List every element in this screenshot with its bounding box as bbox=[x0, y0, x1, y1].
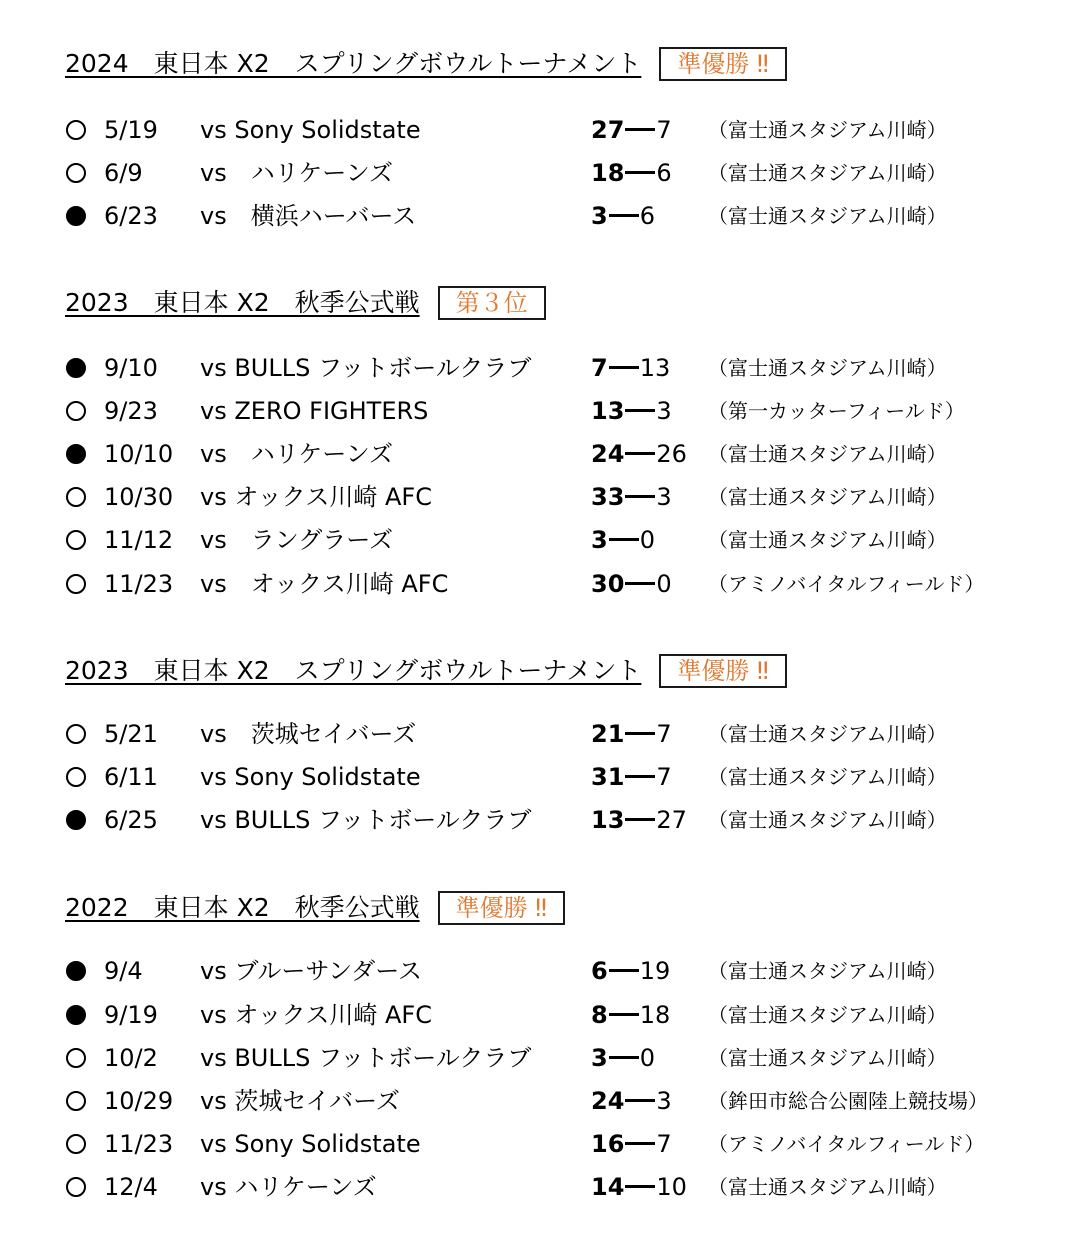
win-mark-icon bbox=[66, 530, 86, 550]
our-score: 30 bbox=[591, 570, 625, 598]
game-row bbox=[0, 153, 1065, 196]
section-header bbox=[65, 283, 546, 323]
score bbox=[591, 520, 655, 560]
score bbox=[591, 348, 670, 388]
opponent: vs オックス川崎 AFC bbox=[200, 570, 449, 598]
our-score: 27 bbox=[591, 116, 625, 144]
opponent: vs オックス川崎 AFC bbox=[200, 1001, 432, 1029]
their-score: 27 bbox=[656, 806, 687, 834]
score-dash bbox=[625, 818, 655, 821]
section-header bbox=[65, 888, 565, 928]
game-date: 6/25 bbox=[104, 806, 158, 834]
venue: （富士通スタジアム川崎） bbox=[708, 118, 947, 142]
score bbox=[591, 110, 672, 150]
venue: （富士通スタジアム川崎） bbox=[708, 485, 947, 509]
game-row bbox=[0, 477, 1065, 520]
win-mark-icon bbox=[66, 1134, 86, 1154]
game-row bbox=[0, 434, 1065, 477]
their-score: 10 bbox=[656, 1173, 687, 1201]
our-score: 7 bbox=[591, 354, 608, 382]
opponent: vs ラングラーズ bbox=[200, 526, 394, 554]
game-row bbox=[0, 110, 1065, 153]
opponent: vs Sony Solidstate bbox=[200, 763, 421, 791]
score bbox=[591, 995, 670, 1035]
venue: （富士通スタジアム川崎） bbox=[708, 442, 947, 466]
opponent: vs ハリケーンズ bbox=[200, 1173, 377, 1201]
score bbox=[591, 196, 655, 236]
venue: （鉾田市総合公園陸上競技場） bbox=[708, 1089, 988, 1113]
score-dash bbox=[625, 1099, 655, 1102]
score bbox=[591, 564, 672, 604]
opponent: vs BULLS フットボールクラブ bbox=[200, 806, 532, 834]
score-dash bbox=[625, 1185, 655, 1188]
game-row bbox=[0, 951, 1065, 994]
their-score: 0 bbox=[656, 570, 672, 598]
game-date: 6/23 bbox=[104, 202, 158, 230]
their-score: 0 bbox=[639, 1044, 655, 1072]
venue: （富士通スタジアム川崎） bbox=[708, 161, 947, 185]
score-dash bbox=[625, 171, 655, 174]
game-row bbox=[0, 1124, 1065, 1167]
our-score: 14 bbox=[591, 1173, 625, 1201]
our-score: 16 bbox=[591, 1130, 625, 1158]
opponent: vs 横浜ハーバース bbox=[200, 202, 417, 230]
section-header bbox=[65, 651, 787, 691]
venue: （アミノバイタルフィールド） bbox=[708, 572, 985, 596]
game-date: 10/10 bbox=[104, 440, 174, 468]
game-row bbox=[0, 714, 1065, 757]
venue: （富士通スタジアム川崎） bbox=[708, 765, 947, 789]
our-score: 21 bbox=[591, 720, 625, 748]
score-dash bbox=[609, 969, 639, 972]
our-score: 3 bbox=[591, 1044, 608, 1072]
win-mark-icon bbox=[66, 767, 86, 787]
score bbox=[591, 153, 672, 193]
loss-mark-icon bbox=[66, 961, 86, 981]
venue: （アミノバイタルフィールド） bbox=[708, 1132, 985, 1156]
section-title: 2022 東日本 X2 秋季公式戦 bbox=[65, 893, 420, 922]
game-row bbox=[0, 995, 1065, 1038]
score bbox=[591, 1167, 687, 1207]
score bbox=[591, 434, 687, 474]
venue: （富士通スタジアム川崎） bbox=[708, 959, 947, 983]
win-mark-icon bbox=[66, 724, 86, 744]
game-date: 5/21 bbox=[104, 720, 158, 748]
win-mark-icon bbox=[66, 401, 86, 421]
venue: （富士通スタジアム川崎） bbox=[708, 356, 947, 380]
result-badge: 準優勝 ‼ bbox=[659, 47, 786, 81]
their-score: 3 bbox=[656, 1087, 672, 1115]
score bbox=[591, 800, 687, 840]
win-mark-icon bbox=[66, 487, 86, 507]
result-badge: 第３位 bbox=[438, 286, 546, 320]
game-date: 12/4 bbox=[104, 1173, 158, 1201]
score bbox=[591, 1081, 672, 1121]
game-row bbox=[0, 1167, 1065, 1210]
venue: （富士通スタジアム川崎） bbox=[708, 204, 947, 228]
game-date: 9/10 bbox=[104, 354, 158, 382]
their-score: 7 bbox=[656, 1130, 672, 1158]
game-row bbox=[0, 800, 1065, 843]
game-row bbox=[0, 564, 1065, 607]
our-score: 13 bbox=[591, 806, 625, 834]
score-dash bbox=[609, 366, 639, 369]
venue: （富士通スタジアム川崎） bbox=[708, 722, 947, 746]
loss-mark-icon bbox=[66, 206, 86, 226]
score-dash bbox=[609, 214, 639, 217]
score bbox=[591, 477, 672, 517]
opponent: vs BULLS フットボールクラブ bbox=[200, 354, 532, 382]
game-date: 9/4 bbox=[104, 957, 143, 985]
game-date: 9/19 bbox=[104, 1001, 158, 1029]
their-score: 18 bbox=[639, 1001, 671, 1029]
score-dash bbox=[625, 582, 655, 585]
venue: （富士通スタジアム川崎） bbox=[708, 1046, 947, 1070]
score-dash bbox=[625, 452, 655, 455]
their-score: 19 bbox=[639, 957, 671, 985]
game-date: 6/11 bbox=[104, 763, 158, 791]
win-mark-icon bbox=[66, 1177, 86, 1197]
win-mark-icon bbox=[66, 1091, 86, 1111]
loss-mark-icon bbox=[66, 358, 86, 378]
game-row bbox=[0, 520, 1065, 563]
game-row bbox=[0, 391, 1065, 434]
opponent: vs オックス川崎 AFC bbox=[200, 483, 432, 511]
their-score: 6 bbox=[656, 159, 672, 187]
game-date: 10/29 bbox=[104, 1087, 174, 1115]
opponent: vs 茨城セイバーズ bbox=[200, 720, 417, 748]
score-dash bbox=[609, 1056, 639, 1059]
win-mark-icon bbox=[66, 120, 86, 140]
their-score: 3 bbox=[656, 483, 672, 511]
score bbox=[591, 951, 670, 991]
section-title: 2024 東日本 X2 スプリングボウルトーナメント bbox=[65, 49, 642, 78]
our-score: 3 bbox=[591, 526, 608, 554]
score-dash bbox=[625, 409, 655, 412]
venue: （富士通スタジアム川崎） bbox=[708, 808, 947, 832]
game-row bbox=[0, 1081, 1065, 1124]
opponent: vs Sony Solidstate bbox=[200, 116, 421, 144]
opponent: vs 茨城セイバーズ bbox=[200, 1087, 400, 1115]
score bbox=[591, 714, 672, 754]
their-score: 13 bbox=[639, 354, 671, 382]
win-mark-icon bbox=[66, 163, 86, 183]
win-mark-icon bbox=[66, 574, 86, 594]
score-dash bbox=[625, 495, 655, 498]
their-score: 6 bbox=[639, 202, 655, 230]
result-badge: 準優勝 ‼ bbox=[438, 891, 565, 925]
our-score: 13 bbox=[591, 397, 625, 425]
our-score: 8 bbox=[591, 1001, 608, 1029]
loss-mark-icon bbox=[66, 444, 86, 464]
loss-mark-icon bbox=[66, 810, 86, 830]
score bbox=[591, 757, 672, 797]
venue: （富士通スタジアム川崎） bbox=[708, 1003, 947, 1027]
section-header bbox=[65, 44, 787, 84]
opponent: vs ブルーサンダース bbox=[200, 957, 423, 985]
our-score: 31 bbox=[591, 763, 625, 791]
score-dash bbox=[625, 128, 655, 131]
game-row bbox=[0, 757, 1065, 800]
their-score: 7 bbox=[656, 763, 672, 791]
score-dash bbox=[625, 732, 655, 735]
their-score: 7 bbox=[656, 720, 672, 748]
game-row bbox=[0, 1038, 1065, 1081]
our-score: 24 bbox=[591, 440, 625, 468]
score-dash bbox=[625, 775, 655, 778]
opponent: vs ハリケーンズ bbox=[200, 159, 394, 187]
game-row bbox=[0, 348, 1065, 391]
opponent: vs ハリケーンズ bbox=[200, 440, 394, 468]
their-score: 7 bbox=[656, 116, 672, 144]
our-score: 6 bbox=[591, 957, 608, 985]
our-score: 33 bbox=[591, 483, 625, 511]
section-title: 2023 東日本 X2 スプリングボウルトーナメント bbox=[65, 656, 642, 685]
score-dash bbox=[609, 1013, 639, 1016]
venue: （富士通スタジアム川崎） bbox=[708, 528, 947, 552]
result-badge: 準優勝 ‼ bbox=[659, 654, 786, 688]
venue: （富士通スタジアム川崎） bbox=[708, 1175, 947, 1199]
opponent: vs BULLS フットボールクラブ bbox=[200, 1044, 532, 1072]
game-date: 10/30 bbox=[104, 483, 174, 511]
game-date: 6/9 bbox=[104, 159, 143, 187]
their-score: 0 bbox=[639, 526, 655, 554]
game-date: 11/23 bbox=[104, 1130, 174, 1158]
our-score: 24 bbox=[591, 1087, 625, 1115]
game-date: 11/23 bbox=[104, 570, 174, 598]
loss-mark-icon bbox=[66, 1005, 86, 1025]
score bbox=[591, 1124, 672, 1164]
our-score: 3 bbox=[591, 202, 608, 230]
section-title: 2023 東日本 X2 秋季公式戦 bbox=[65, 288, 420, 317]
game-date: 11/12 bbox=[104, 526, 174, 554]
opponent: vs ZERO FIGHTERS bbox=[200, 397, 429, 425]
game-date: 9/23 bbox=[104, 397, 158, 425]
score bbox=[591, 1038, 655, 1078]
game-row bbox=[0, 196, 1065, 239]
game-date: 10/2 bbox=[104, 1044, 158, 1072]
game-date: 5/19 bbox=[104, 116, 158, 144]
score-dash bbox=[625, 1142, 655, 1145]
win-mark-icon bbox=[66, 1048, 86, 1068]
opponent: vs Sony Solidstate bbox=[200, 1130, 421, 1158]
their-score: 26 bbox=[656, 440, 687, 468]
venue: （第一カッターフィールド） bbox=[708, 399, 965, 423]
score bbox=[591, 391, 672, 431]
their-score: 3 bbox=[656, 397, 672, 425]
our-score: 18 bbox=[591, 159, 625, 187]
score-dash bbox=[609, 538, 639, 541]
